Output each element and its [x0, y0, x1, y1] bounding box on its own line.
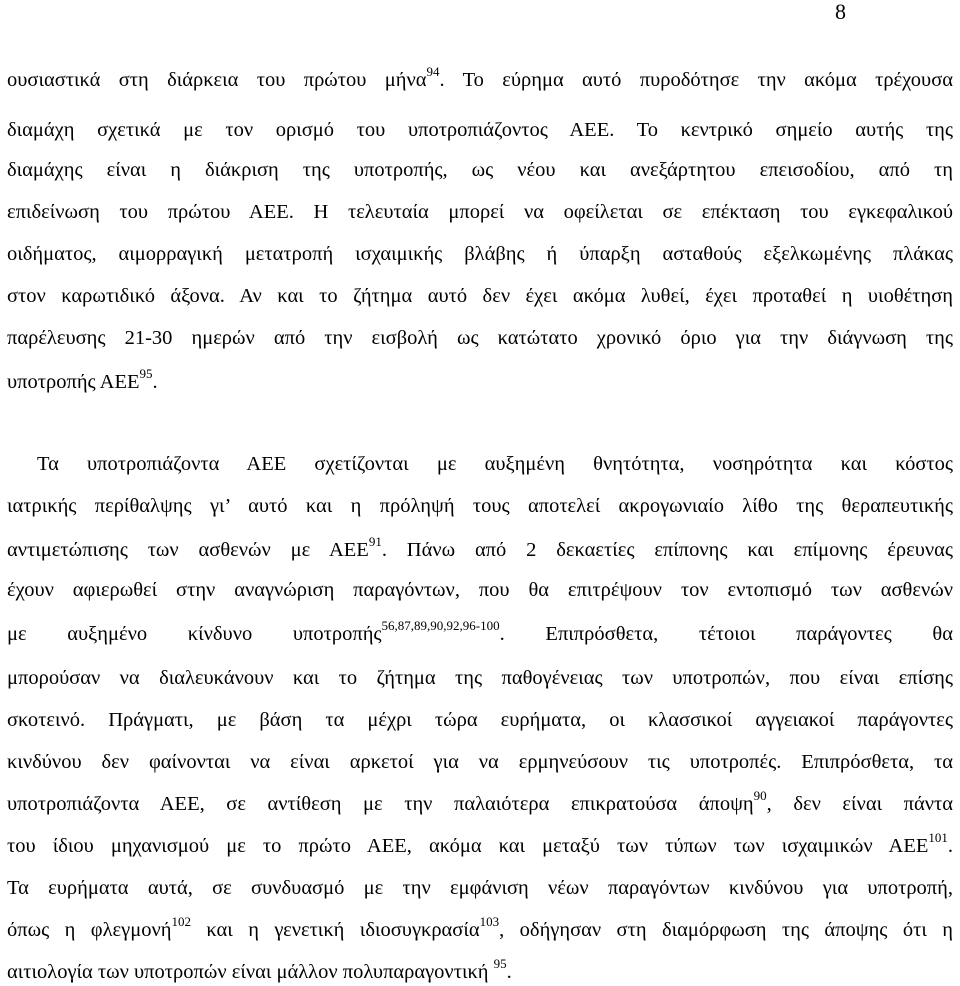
citation-superscript: 95 [139, 366, 153, 381]
text-line: Τα ευρήματα αυτά, σε συνδυασμό με την εμφάνιση νέων παραγόντων κινδύνου για υποτροπή, [7, 877, 953, 899]
text-span: υποτροπιάζοντα ΑΕΕ, σε αντίθεση με την παλαιότερα επικρατούσα άποψη [7, 793, 754, 815]
text-line: διαμάχης είναι η διάκριση της υποτροπής, ως νέου και ανεξάρτητου επεισοδίου, από τη [7, 159, 953, 181]
text-line: κινδύνου δεν φαίνονται να είναι αρκετοί για να ερμηνεύσουν τις υποτροπές. Επιπρόσθετα, τα [7, 751, 953, 773]
text-span: . Το εύρημα αυτό πυροδότησε την ακόμα τρέχουσα [439, 69, 953, 91]
text-span: . [947, 835, 953, 857]
citation-superscript: 101 [928, 830, 948, 845]
text-line: ιατρικής περίθαλψης γι’ αυτό και η πρόληψή τους αποτελεί ακρογωνιαίο λίθο της θεραπευτικής [7, 495, 953, 517]
text-line: διαμάχη σχετικά με τον ορισμό του υποτροπιάζοντος ΑΕΕ. Το κεντρικό σημείο αυτής της [7, 119, 953, 141]
text-line: οιδήματος, αιμορραγική μετατροπή ισχαιμικής βλάβης ή ύπαρξη ασταθούς εξελκωμένης πλάκας [7, 243, 953, 265]
citation-superscript: 91 [368, 534, 382, 549]
citation-superscript: 102 [171, 914, 191, 929]
text-span: αιτιολογία των υποτροπών είναι μάλλον πολυπαραγοντική [7, 961, 494, 983]
text-span: . Επιπρόσθετα, τέτοιοι παράγοντες θα [499, 623, 953, 645]
text-line [7, 66, 953, 94]
text-span: με αυξημένο κίνδυνο υποτροπής [7, 623, 382, 645]
text-span: . Πάνω από 2 δεκαετίες επίπονης και επίμονης έρευνας [381, 539, 953, 561]
text-span: του ίδιου μηχανισμού με το πρώτο ΑΕΕ, ακόμα και μεταξύ των τύπων των ισχαιμικών ΑΕΕ [7, 835, 929, 857]
text-line [7, 536, 953, 564]
text-span: όπως η φλεγμονή [7, 919, 172, 941]
text-line: στον καρωτιδικό άξονα. Αν και το ζήτημα αυτό δεν έχει ακόμα λυθεί, έχει προταθεί η υιοθέτηση [7, 285, 953, 307]
text-line: σκοτεινό. Πράγματι, με βάση τα μέχρι τώρα ευρήματα, οι κλασσικοί αγγειακοί παράγοντες [7, 709, 953, 731]
text-line: έχουν αφιερωθεί στην αναγνώριση παραγόντων, που θα επιτρέψουν τον εντοπισμό των ασθενών [7, 579, 953, 601]
text-span: υποτροπής ΑΕΕ [7, 371, 140, 393]
citation-superscript: 90 [753, 788, 767, 803]
text-line [7, 620, 953, 648]
citation-superscript: 103 [479, 914, 500, 929]
text-span: αντιμετώπισης των ασθενών με ΑΕΕ [7, 539, 369, 561]
citation-superscript: 56,87,89,90,92,96-100 [381, 618, 500, 633]
text-span: , οδήγησαν στη διαμόρφωση της άποψης ότι η [499, 919, 953, 941]
text-line: παρέλευσης 21-30 ημερών από την εισβολή ως κατώτατο χρονικό όριο για την διάγνωση της [7, 327, 953, 349]
text-span: , δεν είναι πάντα [766, 793, 953, 815]
text-line [7, 958, 953, 986]
text-line [7, 790, 953, 818]
text-line: Τα υποτροπιάζοντα ΑΕΕ σχετίζονται με αυξημένη θνητότητα, νοσηρότητα και κόστος [37, 453, 953, 475]
text-span: και η γενετική ιδιοσυγκρασία [190, 919, 480, 941]
text-line [7, 916, 953, 944]
text-span: . [506, 961, 512, 983]
text-line [7, 368, 953, 396]
citation-superscript: 95 [493, 956, 507, 971]
text-span: ουσιαστικά στη διάρκεια του πρώτου μήνα [7, 69, 427, 91]
text-line: μπορούσαν να διαλευκάνουν και το ζήτημα της παθογένειας των υποτροπών, που είναι επίσης [7, 667, 953, 689]
citation-superscript: 94 [426, 64, 440, 79]
text-line: επιδείνωση του πρώτου ΑΕΕ. Η τελευταία μπορεί να οφείλεται σε επέκταση του εγκεφαλικού [7, 201, 953, 223]
text-span: . [152, 371, 158, 393]
text-line [7, 832, 953, 860]
page-number: 8 [835, 0, 846, 24]
